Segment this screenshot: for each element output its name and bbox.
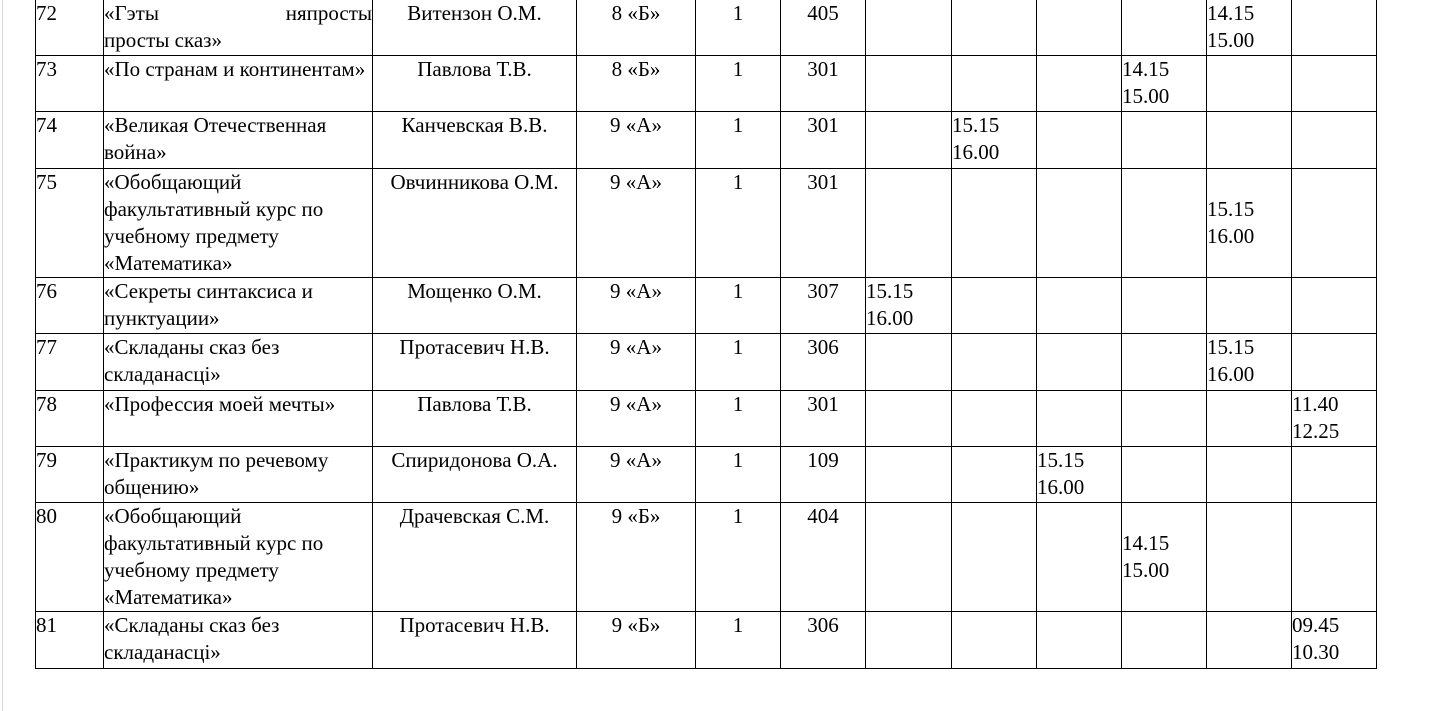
row-number: 77 bbox=[36, 334, 104, 391]
time-start: 14.15 bbox=[1122, 531, 1170, 555]
teacher-name: Мощенко О.М. bbox=[373, 278, 577, 334]
room: 306 bbox=[781, 334, 866, 391]
grade: 8 «Б» bbox=[577, 0, 696, 56]
table-row bbox=[36, 56, 1377, 112]
grade: 9 «А» bbox=[577, 169, 696, 278]
room: 301 bbox=[781, 169, 866, 278]
day-cell bbox=[1122, 391, 1207, 447]
day-cell bbox=[1207, 391, 1292, 447]
course-name: «Великая Отечественная война» bbox=[104, 112, 373, 169]
time-start: 15.15 bbox=[1207, 335, 1255, 359]
day-cell bbox=[1122, 612, 1207, 669]
table-row bbox=[36, 447, 1377, 503]
elective-schedule-table bbox=[35, 0, 1377, 669]
day-cell bbox=[1292, 0, 1377, 56]
grade: 9 «А» bbox=[577, 278, 696, 334]
day-cell bbox=[1207, 0, 1292, 56]
grade: 9 «Б» bbox=[577, 612, 696, 669]
room: 307 bbox=[781, 278, 866, 334]
time-end: 16.00 bbox=[1037, 475, 1085, 499]
course-name-line: «Гэты няпросты bbox=[104, 1, 372, 25]
table-row bbox=[36, 112, 1377, 169]
grade: 8 «Б» bbox=[577, 56, 696, 112]
day-cell bbox=[1292, 112, 1377, 169]
course-name: «Обобщающий факультативный курс по учебному предмету «Математика» bbox=[104, 503, 373, 612]
time-end: 16.00 bbox=[1207, 362, 1255, 386]
course-name: «Складаны сказ без складанасці» bbox=[104, 334, 373, 391]
time-end: 16.00 bbox=[1207, 224, 1255, 248]
time-start: 14.15 bbox=[1122, 57, 1170, 81]
day-cell bbox=[1037, 56, 1122, 112]
course-name bbox=[104, 0, 373, 56]
course-name: «Профессия моей мечты» bbox=[104, 391, 373, 447]
time-start: 15.15 bbox=[1037, 448, 1085, 472]
day-cell bbox=[866, 391, 952, 447]
day-cell bbox=[1207, 334, 1292, 391]
day-cell bbox=[1037, 112, 1122, 169]
row-number: 72 bbox=[36, 0, 104, 56]
day-cell bbox=[1122, 112, 1207, 169]
day-cell bbox=[866, 278, 952, 334]
day-cell bbox=[1122, 503, 1207, 612]
table-row bbox=[36, 503, 1377, 612]
day-cell bbox=[1207, 447, 1292, 503]
day-cell bbox=[1122, 334, 1207, 391]
hours: 1 bbox=[696, 169, 781, 278]
room: 301 bbox=[781, 391, 866, 447]
day-cell bbox=[1207, 112, 1292, 169]
table-row bbox=[36, 612, 1377, 669]
day-cell bbox=[1122, 447, 1207, 503]
teacher-name: Павлова Т.В. bbox=[373, 56, 577, 112]
day-cell bbox=[1292, 503, 1377, 612]
room: 306 bbox=[781, 612, 866, 669]
time-end: 16.00 bbox=[866, 306, 914, 330]
row-number: 80 bbox=[36, 503, 104, 612]
day-cell bbox=[866, 169, 952, 278]
grade: 9 «А» bbox=[577, 391, 696, 447]
day-cell bbox=[866, 612, 952, 669]
teacher-name: Протасевич Н.В. bbox=[373, 334, 577, 391]
day-cell bbox=[952, 278, 1037, 334]
day-cell bbox=[1037, 447, 1122, 503]
day-cell bbox=[1292, 278, 1377, 334]
hours: 1 bbox=[696, 391, 781, 447]
hours: 1 bbox=[696, 503, 781, 612]
table-row bbox=[36, 0, 1377, 56]
day-cell bbox=[866, 447, 952, 503]
day-cell bbox=[1292, 56, 1377, 112]
teacher-name: Канчевская В.В. bbox=[373, 112, 577, 169]
room: 109 bbox=[781, 447, 866, 503]
day-cell bbox=[1037, 334, 1122, 391]
day-cell bbox=[1037, 391, 1122, 447]
row-number: 76 bbox=[36, 278, 104, 334]
time-end: 12.25 bbox=[1292, 419, 1340, 443]
course-name-line: просты сказ» bbox=[104, 28, 222, 52]
day-cell bbox=[1207, 169, 1292, 278]
teacher-name: Павлова Т.В. bbox=[373, 391, 577, 447]
table-row bbox=[36, 334, 1377, 391]
hours: 1 bbox=[696, 112, 781, 169]
room: 405 bbox=[781, 0, 866, 56]
day-cell bbox=[1122, 278, 1207, 334]
day-cell bbox=[952, 56, 1037, 112]
hours: 1 bbox=[696, 447, 781, 503]
day-cell bbox=[866, 112, 952, 169]
day-cell bbox=[1207, 503, 1292, 612]
grade: 9 «А» bbox=[577, 447, 696, 503]
time-start: 15.15 bbox=[866, 279, 914, 303]
day-cell bbox=[866, 503, 952, 612]
day-cell bbox=[1037, 169, 1122, 278]
row-number: 81 bbox=[36, 612, 104, 669]
time-start: 15.15 bbox=[1207, 197, 1255, 221]
room: 301 bbox=[781, 112, 866, 169]
hours: 1 bbox=[696, 0, 781, 56]
time-start: 15.15 bbox=[952, 113, 1000, 137]
room: 404 bbox=[781, 503, 866, 612]
time-start: 14.15 bbox=[1207, 1, 1255, 25]
day-cell bbox=[1122, 0, 1207, 56]
teacher-name: Овчинникова О.М. bbox=[373, 169, 577, 278]
grade: 9 «А» bbox=[577, 112, 696, 169]
day-cell bbox=[866, 0, 952, 56]
day-cell bbox=[952, 391, 1037, 447]
time-start: 09.45 bbox=[1292, 613, 1340, 637]
day-cell bbox=[952, 334, 1037, 391]
day-cell bbox=[866, 56, 952, 112]
teacher-name: Драчевская С.М. bbox=[373, 503, 577, 612]
day-cell bbox=[1292, 447, 1377, 503]
day-cell bbox=[1292, 612, 1377, 669]
day-cell bbox=[1037, 0, 1122, 56]
course-name: «Складаны сказ без складанасці» bbox=[104, 612, 373, 669]
hours: 1 bbox=[696, 56, 781, 112]
day-cell bbox=[952, 112, 1037, 169]
course-name: «Практикум по речевому общению» bbox=[104, 447, 373, 503]
day-cell bbox=[952, 169, 1037, 278]
course-name: «Обобщающий факультативный курс по учебному предмету «Математика» bbox=[104, 169, 373, 278]
time-end: 15.00 bbox=[1122, 558, 1170, 582]
time-start: 11.40 bbox=[1292, 392, 1339, 416]
time-end: 10.30 bbox=[1292, 640, 1340, 664]
day-cell bbox=[1207, 56, 1292, 112]
time-end: 15.00 bbox=[1122, 84, 1170, 108]
day-cell bbox=[1292, 391, 1377, 447]
page-edge-line bbox=[2, 0, 3, 711]
day-cell bbox=[866, 334, 952, 391]
room: 301 bbox=[781, 56, 866, 112]
teacher-name: Протасевич Н.В. bbox=[373, 612, 577, 669]
grade: 9 «Б» bbox=[577, 503, 696, 612]
row-number: 78 bbox=[36, 391, 104, 447]
day-cell bbox=[1207, 612, 1292, 669]
time-end: 15.00 bbox=[1207, 28, 1255, 52]
day-cell bbox=[1292, 169, 1377, 278]
table-row bbox=[36, 278, 1377, 334]
teacher-name: Витензон О.М. bbox=[373, 0, 577, 56]
row-number: 74 bbox=[36, 112, 104, 169]
hours: 1 bbox=[696, 278, 781, 334]
row-number: 75 bbox=[36, 169, 104, 278]
hours: 1 bbox=[696, 612, 781, 669]
teacher-name: Спиридонова О.А. bbox=[373, 447, 577, 503]
day-cell bbox=[952, 612, 1037, 669]
day-cell bbox=[1207, 278, 1292, 334]
table-row bbox=[36, 391, 1377, 447]
day-cell bbox=[952, 503, 1037, 612]
grade: 9 «А» bbox=[577, 334, 696, 391]
time-end: 16.00 bbox=[952, 140, 1000, 164]
day-cell bbox=[1037, 612, 1122, 669]
day-cell bbox=[1292, 334, 1377, 391]
course-name: «По странам и континентам» bbox=[104, 56, 373, 112]
day-cell bbox=[952, 0, 1037, 56]
course-name: «Секреты синтаксиса и пунктуации» bbox=[104, 278, 373, 334]
day-cell bbox=[1037, 503, 1122, 612]
day-cell bbox=[1037, 278, 1122, 334]
row-number: 79 bbox=[36, 447, 104, 503]
day-cell bbox=[1122, 169, 1207, 278]
row-number: 73 bbox=[36, 56, 104, 112]
table-row bbox=[36, 169, 1377, 278]
day-cell bbox=[1122, 56, 1207, 112]
hours: 1 bbox=[696, 334, 781, 391]
day-cell bbox=[952, 447, 1037, 503]
